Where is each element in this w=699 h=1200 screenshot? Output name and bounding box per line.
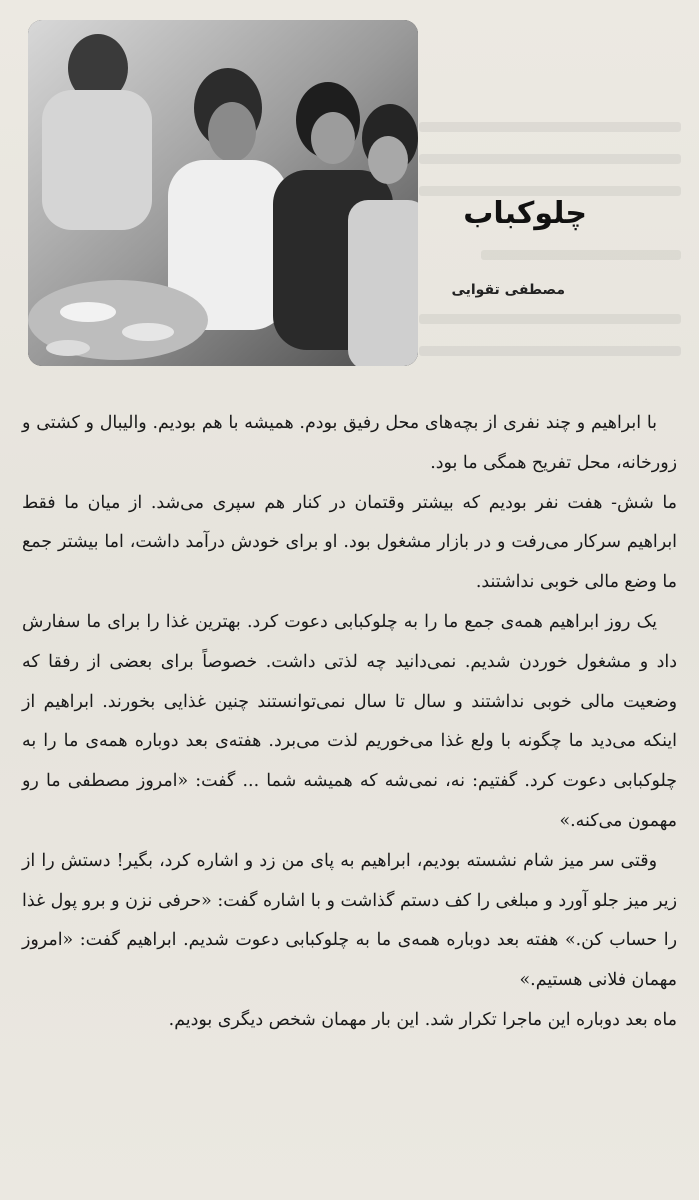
group-photo — [28, 20, 418, 366]
chapter-title: چلوکباب — [463, 196, 587, 231]
author-name: مصطفی تقوایی — [451, 282, 565, 298]
bleed-through-line — [419, 314, 681, 324]
bleed-through-line — [481, 250, 681, 260]
paragraph: وقتی سر میز شام نشسته بودیم، ابراهیم به پای من زد و اشاره کرد، بگیر! دستش را از زیر میز جلو آورد و مبلغی را کف دستم گذاشت و با اشاره گفت: «حرفی نزن و برو پول غذا را حساب کن.» هفته بعد دوباره همه‌ی ما به چلوکبابی دعوت شدیم. ابراهیم گفت: «امروز مهمان فلانی هستیم.» — [22, 850, 677, 991]
bleed-through-line — [419, 154, 681, 164]
bleed-through-line — [419, 186, 681, 196]
paragraph: ماه بعد دوباره این ماجرا تکرار شد. این بار مهمان شخص دیگری بودیم. — [168, 1009, 677, 1030]
story-text — [22, 404, 677, 1041]
bleed-through-line — [419, 346, 681, 356]
paragraph: ما شش- هفت نفر بودیم که بیشتر وقتمان در کنار هم سپری می‌شد. از میان ما فقط ابراهیم سرکار می‌رفت و در بازار مشغول بود. او برای خودش درآمد داشت، اما بیشتر جمع ما وضع مالی خوبی نداشتند. — [22, 492, 677, 593]
paragraph: یک روز ابراهیم همه‌ی جمع ما را به چلوکبابی دعوت کرد. بهترین غذا را برای ما سفارش داد و مشغول خوردن شدیم. نمی‌دانید چه لذتی داشت. خصوصاً برای بعضی از رفقا که وضعیت مالی خوبی نداشتند و سال تا سال نمی‌توانستند چنین غذایی بخورند. ابراهیم از اینکه می‌دید ما چگونه با ولع غذا می‌خوریم لذت می‌برد. هفته‌ی بعد دوباره همه‌ی ما را به چلوکبابی دعوت کرد. گفتیم: نه، نمی‌شه که همیشه شما ... گفت: «امروز مصطفی ما رو مهمون می‌کنه.» — [22, 611, 677, 831]
paragraph: با ابراهیم و چند نفری از بچه‌های محل رفیق بودم. همیشه با هم بودیم. والیبال و کشتی و زورخانه، محل تفریح همگی ما بود. — [22, 413, 677, 473]
bleed-through-line — [419, 122, 681, 132]
photo-illustration — [28, 20, 418, 366]
